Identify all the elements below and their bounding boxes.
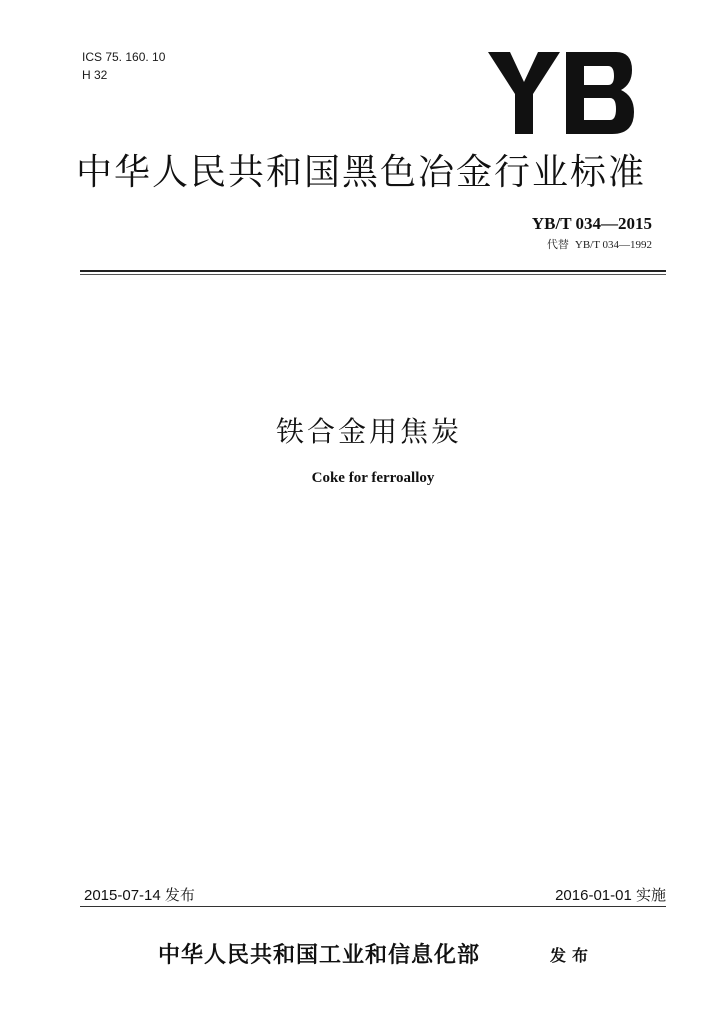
yb-logo [488, 52, 634, 134]
issuer-action: 发布 [550, 946, 595, 965]
ccs-code: H 32 [82, 68, 108, 82]
classification-codes [82, 48, 165, 84]
standard-code: YB/T 034—2015 [531, 214, 652, 233]
title-english: Coke for ferroalloy [311, 470, 435, 486]
ics-code: ICS 75. 160. 10 [82, 50, 166, 64]
replaces-label: 代替 [546, 238, 569, 251]
yb-logo-letter-b [566, 52, 634, 134]
issuer-name: 中华人民共和国工业和信息化部 [158, 942, 481, 968]
yb-logo-letter-y [488, 52, 560, 134]
replaces-line [547, 236, 652, 252]
title-chinese: 铁合金用焦炭 [275, 415, 462, 448]
issue-date: 2015-07-14 发布 [84, 887, 195, 904]
publisher-title: 中华人民共和国黑色冶金行业标准 [76, 152, 647, 193]
implementation-date: 2016-01-01 实施 [555, 887, 666, 904]
replaces-code: YB/T 034—1992 [574, 239, 652, 251]
footer-divider [80, 906, 666, 907]
header-divider [80, 270, 666, 275]
